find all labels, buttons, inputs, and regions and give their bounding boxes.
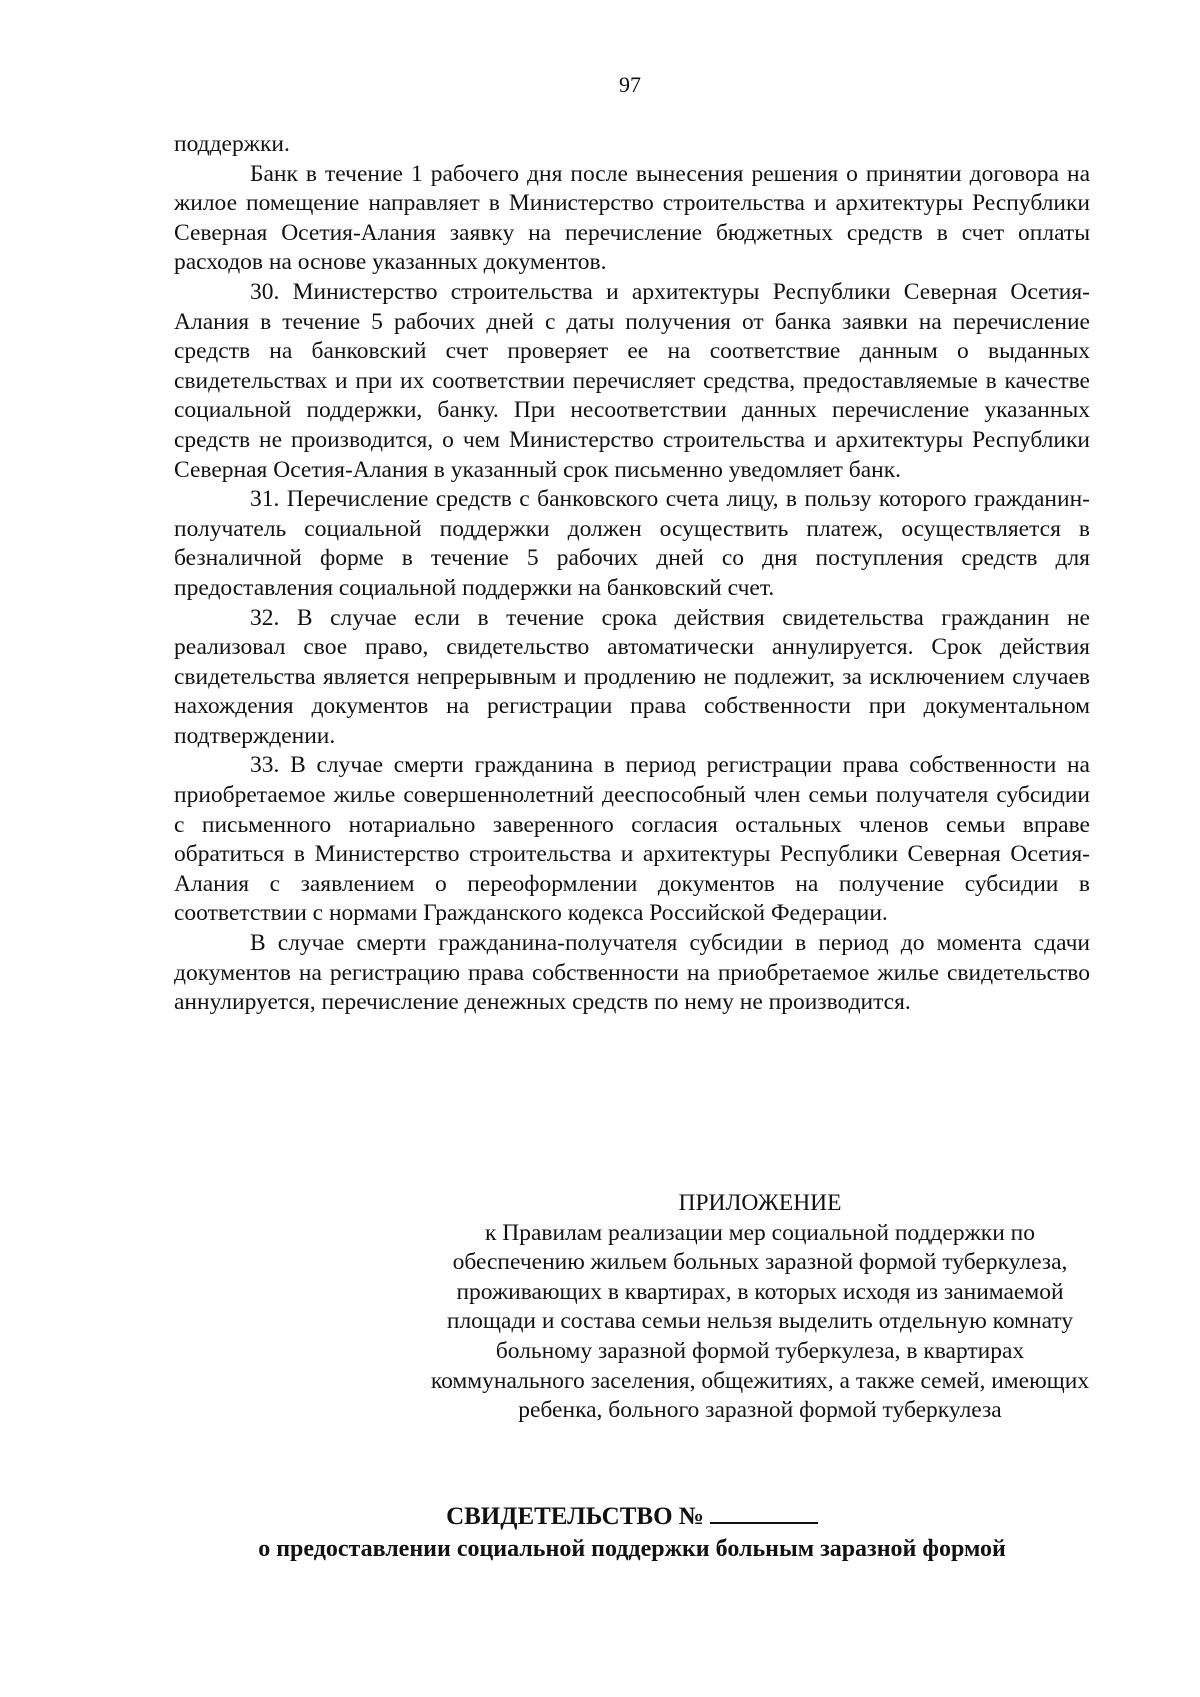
- paragraph-continuation: поддержки.: [174, 131, 290, 157]
- paragraph-death-before-registration: В случае смерти гражданина-получателя субсидии в период до момента сдачи документов на регистрацию права собственности на приобретаемое жилье свидетельство аннулируется, перечисление денежных средств по нему не производится.: [174, 930, 1090, 1016]
- document-body: [174, 130, 1090, 1018]
- certificate-title-line: [174, 1500, 1090, 1533]
- page-number: 97: [619, 72, 641, 97]
- paragraph-bank-application: Банк в течение 1 рабочего дня после вынесения решения о принятии договора на жилое помещение направляет в Министерство строительства и архитектуры Республики Северная Осетия-Алания заявку на перечисление бюджетных средств в счет оплаты расходов на основе указанных документов.: [174, 160, 1090, 276]
- paragraph-clause-33: 33. В случае смерти гражданина в период регистрации права собственности на приобретаемое жилье совершеннолетний дееспособный член семьи получателя субсидии с письменного нотариально заверенного согласия остальных членов семьи вправе обратиться в Министерство строительства и архитектуры Республики Северная Осетия-Алания с заявлением о переоформлении документов на получение субсидии в соответствии с нормами Гражданского кодекса Российской Федерации.: [174, 752, 1090, 927]
- appendix-reference: к Правилам реализации мер социальной поддержки по обеспечению жильем больных заразной формой туберкулеза, проживающих в квартирах, в которых исходя из занимаемой площади и состава семьи нельзя выделить отдельную комнату больному заразной формой туберкулеза, в квартирах коммунального заселения, общежитиях, а также семей, имеющих ребенка, больного заразной формой туберкулеза: [430, 1219, 1090, 1424]
- certificate-heading: [174, 1500, 1090, 1566]
- certificate-title: СВИДЕТЕЛЬСТВО №: [446, 1503, 704, 1530]
- paragraph-clause-30: 30. Министерство строительства и архитектуры Республики Северная Осетия-Алания в течение 5 рабочих дней с даты получения от банка заявки на перечисление средств на банковский счет проверяет ее на соответствие данным о выданных свидетельствах и при их соответствии перечисляет средства, предоставляемые в качестве социальной поддержки, банку. При несоответствии данных перечисление указанных средств не производится, о чем Министерство строительства и архитектуры Республики Северная Осетия-Алания в указанный срок письменно уведомляет банк.: [174, 278, 1090, 483]
- certificate-number-blank: [710, 1500, 818, 1524]
- paragraph-clause-31: 31. Перечисление средств с банковского счета лицу, в пользу которого гражданин-получатель социальной поддержки должен осуществить платеж, осуществляется в безналичной форме в течение 5 рабочих дней со дня поступления средств для предоставления социальной поддержки на банковский счет.: [174, 486, 1090, 601]
- paragraph-clause-32: 32. В случае если в течение срока действия свидетельства гражданин не реализовал свое право, свидетельство автоматически аннулируется. Срок действия свидетельства является непрерывным и продлению не подлежит, за исключением случаев нахождения документов на регистрации права собственности при документальном подтверждении.: [174, 604, 1090, 749]
- certificate-subtitle: о предоставлении социальной поддержки больным заразной формой: [258, 1536, 1006, 1562]
- appendix-block: [420, 1189, 1100, 1426]
- appendix-title: ПРИЛОЖЕНИЕ: [678, 1190, 842, 1216]
